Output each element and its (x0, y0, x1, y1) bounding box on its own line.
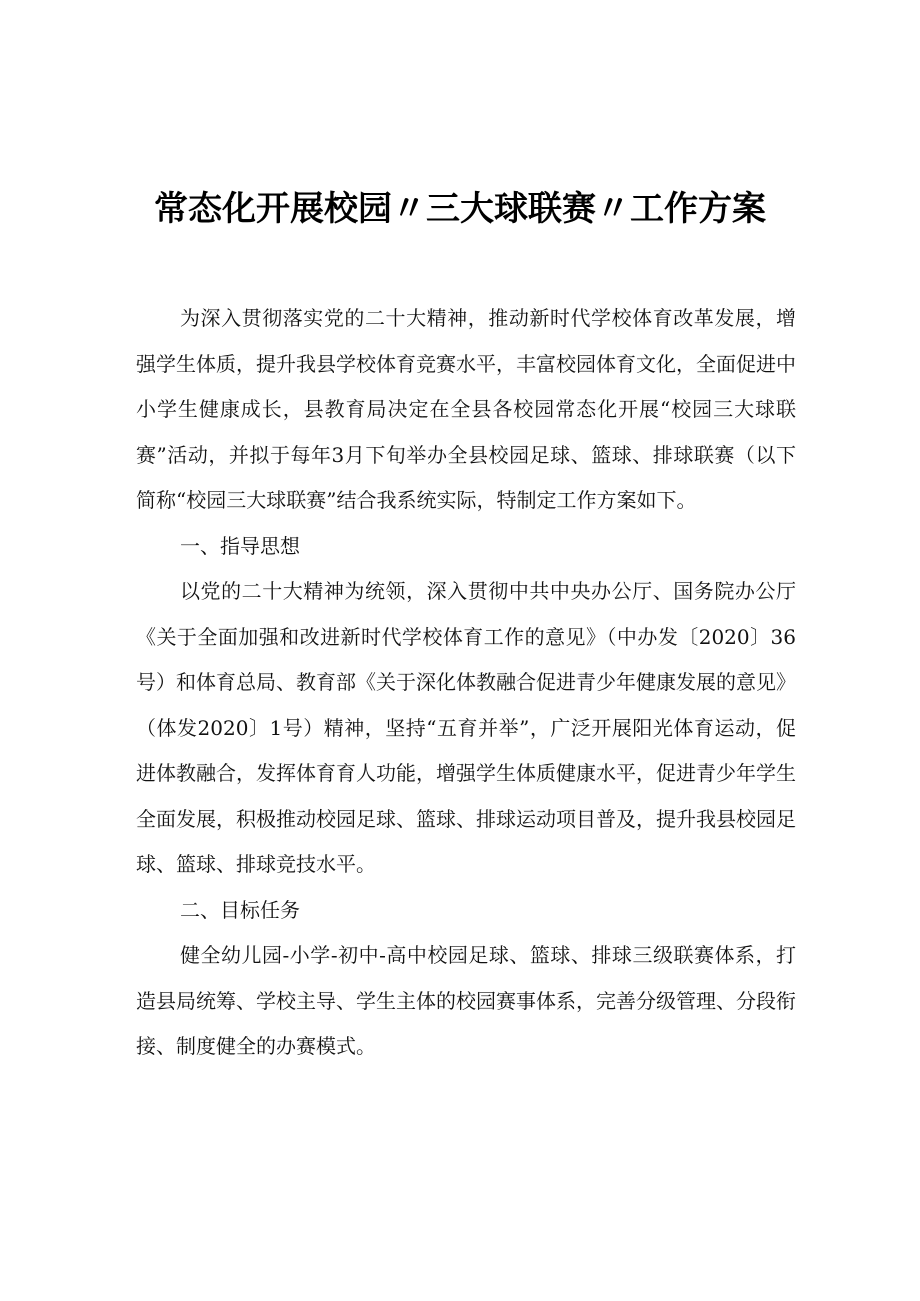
section-heading-guiding-ideology: 一、指导思想 (180, 533, 300, 558)
guiding-ideology-paragraph: 以党的二十大精神为统领，深入贯彻中共中央办公厅、国务院办公厅《关于全面加强和改进新时代学校体育工作的意见》（中办发〔2020〕36号）和体育总局、教育部《关于深化体教融合促进青少年健康发展的意见》（体发2020〕1号）精神，坚持“五育并举”，广泛开展阳光体育运动，促进体教融合，发挥体育育人功能，增强学生体质健康水平，促进青少年学生全面发展，积极推动校园足球、篮球、排球运动项目普及，提升我县校园足球、篮球、排球竞技水平。 (136, 579, 796, 876)
objectives-paragraph: 健全幼儿园-小学-初中-高中校园足球、篮球、排球三级联赛体系，打造县局统筹、学校主导、学生主体的校园赛事体系，完善分级管理、分段衔接、制度健全的办赛模式。 (136, 943, 796, 1058)
intro-paragraph: 为深入贯彻落实党的二十大精神，推动新时代学校体育改革发展，增强学生体质，提升我县学校体育竞赛水平，丰富校园体育文化，全面促进中小学生健康成长，县教育局决定在全县各校园常态化开展“校园三大球联赛”活动，并拟于每年3月下旬举办全县校园足球、篮球、排球联赛（以下简称“校园三大球联赛”结合我系统实际，特制定工作方案如下。 (136, 306, 796, 512)
section-heading-objectives: 二、目标任务 (180, 897, 300, 922)
document-body (136, 296, 796, 1070)
document-title: 常态化开展校园〃三大球联赛〃工作方案 (154, 188, 766, 229)
